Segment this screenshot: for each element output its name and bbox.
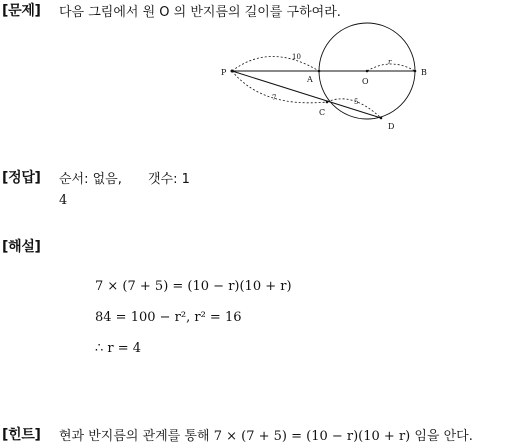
label-c: C bbox=[319, 108, 326, 117]
length-pc: 7 bbox=[272, 94, 277, 102]
problem-text: 다음 그림에서 원 O 의 반지름의 길이를 구하여라. bbox=[59, 5, 341, 20]
length-pa: 10 bbox=[292, 53, 301, 61]
label-b: B bbox=[421, 68, 427, 77]
point-d bbox=[380, 117, 383, 120]
explanation-line-3: ∴ r = 4 bbox=[95, 341, 142, 356]
answer-tag: [정답] bbox=[2, 170, 41, 186]
point-o bbox=[366, 70, 369, 73]
answer-value: 4 bbox=[59, 193, 68, 208]
hint-text bbox=[59, 425, 473, 444]
label-a: A bbox=[307, 75, 313, 84]
hint-text-after: 임을 안다. bbox=[414, 429, 473, 444]
arc-pa bbox=[232, 57, 319, 72]
length-ob: r bbox=[388, 58, 392, 66]
problem-tag: [문제] bbox=[2, 3, 41, 19]
hint-tag: [힌트] bbox=[2, 427, 41, 443]
circle-figure bbox=[0, 0, 517, 140]
point-a bbox=[318, 70, 321, 73]
label-p: P bbox=[221, 68, 227, 77]
hint-formula: 7 × (7 + 5) = (10 − r)(10 + r) bbox=[213, 429, 411, 444]
label-d: D bbox=[388, 122, 395, 131]
explanation-line-2: 84 = 100 − r², r² = 16 bbox=[95, 310, 242, 325]
answer-order: 순서: 없음, bbox=[59, 172, 122, 187]
hint-text-before: 현과 반지름의 관계를 통해 bbox=[59, 429, 210, 444]
length-cd: 5 bbox=[354, 98, 359, 106]
explanation-line-1: 7 × (7 + 5) = (10 − r)(10 + r) bbox=[95, 279, 292, 294]
point-b bbox=[414, 70, 417, 73]
label-o: O bbox=[362, 77, 369, 86]
point-c bbox=[326, 101, 329, 104]
explanation-tag: [해설] bbox=[2, 239, 41, 255]
answer-count: 갯수: 1 bbox=[148, 172, 190, 187]
point-p bbox=[231, 70, 234, 73]
